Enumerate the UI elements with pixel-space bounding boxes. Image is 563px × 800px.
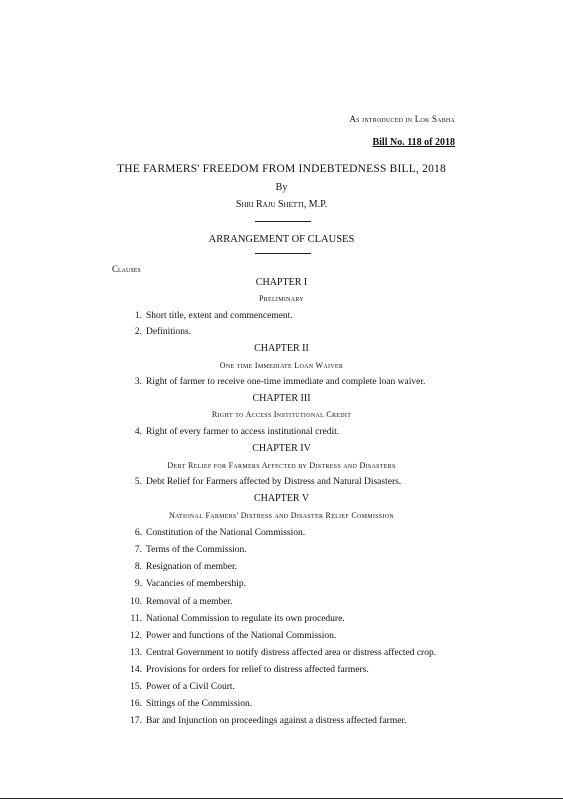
clause-text: Right of farmer to receive one-time immediate and complete loan waiver. <box>146 377 426 387</box>
clauses-label: Clauses <box>112 264 141 274</box>
clause-item <box>130 665 369 675</box>
clause-text: Definitions. <box>146 327 192 337</box>
clause-text: Vacancies of membership. <box>146 579 246 589</box>
clause-item <box>130 648 437 658</box>
clause-number: 17. <box>130 716 142 726</box>
clause-number: 5. <box>134 477 142 487</box>
introduced-in-label: As introduced in Lok Sabha <box>349 114 455 124</box>
clause-item <box>134 327 192 337</box>
clause-text: Sittings of the Commission. <box>146 699 253 709</box>
clause-number: 12. <box>130 631 142 641</box>
chapter-subheading: One time Immediate Loan Waiver <box>219 361 344 370</box>
clause-number: 16. <box>130 699 142 709</box>
chapter-subheading: Preliminary <box>258 294 305 303</box>
clause-text: Provisions for orders for relief to distress affected farmers. <box>146 665 369 675</box>
chapter-heading: CHAPTER III <box>252 393 311 404</box>
clause-text: Removal of a member. <box>146 597 233 607</box>
chapter-subheading: Debt Relief for Farmers Affected by Distress and Disasters <box>167 461 396 470</box>
clause-text: Resignation of member. <box>146 562 238 572</box>
clause-text: Short title, extent and commencement. <box>146 311 293 321</box>
clause-item <box>134 562 238 572</box>
chapter-subheading: National Farmers' Distress and Disaster Relief Commission <box>168 511 394 520</box>
clause-item <box>134 427 340 437</box>
clause-number: 1. <box>134 311 142 321</box>
chapter-heading: CHAPTER IV <box>252 443 311 454</box>
clause-item <box>130 682 235 692</box>
clause-number: 15. <box>130 682 142 692</box>
clause-text: Constitution of the National Commission. <box>146 528 306 538</box>
chapter-heading: CHAPTER V <box>253 493 310 504</box>
clause-text: National Commission to regulate its own procedure. <box>146 614 345 624</box>
clause-item <box>130 699 253 709</box>
chapter-subheading: Right to Access Institutional Credit <box>211 410 352 419</box>
clause-text: Bar and Injunction on proceedings against a distress affected farmer. <box>146 716 407 726</box>
bill-number: Bill No. 118 of 2018 <box>372 137 455 148</box>
clause-number: 10. <box>130 597 142 607</box>
author-name: Shri Raju Shetti, M.P. <box>235 199 328 210</box>
clause-item <box>130 614 345 624</box>
clause-number: 6. <box>134 528 142 538</box>
bill-title: THE FARMERS' FREEDOM FROM INDEBTEDNESS BILL, 2018 <box>117 163 446 175</box>
clause-text: Power and functions of the National Commission. <box>146 631 337 641</box>
clause-number: 3. <box>134 377 142 387</box>
clause-number: 9. <box>134 579 142 589</box>
clause-item <box>134 311 293 321</box>
divider-rule <box>255 253 311 254</box>
clause-item <box>134 528 306 538</box>
clause-item <box>130 597 233 607</box>
chapter-heading: CHAPTER I <box>255 277 308 288</box>
clause-number: 2. <box>134 327 142 337</box>
clause-text: Terms of the Commission. <box>146 545 247 555</box>
clause-text: Right of every farmer to access institutional credit. <box>146 427 340 437</box>
chapter-heading: CHAPTER II <box>254 343 309 354</box>
by-label: By <box>275 182 288 193</box>
clause-number: 7. <box>134 545 142 555</box>
clause-text: Central Government to notify distress affected area or distress affected crop. <box>146 648 437 658</box>
clause-item <box>134 545 247 555</box>
clause-item <box>130 716 407 726</box>
clause-number: 11. <box>130 614 142 624</box>
arrangement-heading: ARRANGEMENT OF CLAUSES <box>208 234 355 245</box>
clause-item <box>134 477 402 487</box>
clause-item <box>130 631 337 641</box>
clause-item <box>134 377 426 387</box>
clause-number: 4. <box>134 427 142 437</box>
clause-text: Power of a Civil Court. <box>146 682 235 692</box>
clause-item <box>134 579 246 589</box>
clause-number: 13. <box>130 648 142 658</box>
clause-number: 8. <box>134 562 142 572</box>
divider-rule <box>255 221 311 222</box>
clause-number: 14. <box>130 665 142 675</box>
clause-text: Debt Relief for Farmers affected by Distress and Natural Disasters. <box>146 477 402 487</box>
page-bottom-border <box>0 798 563 799</box>
